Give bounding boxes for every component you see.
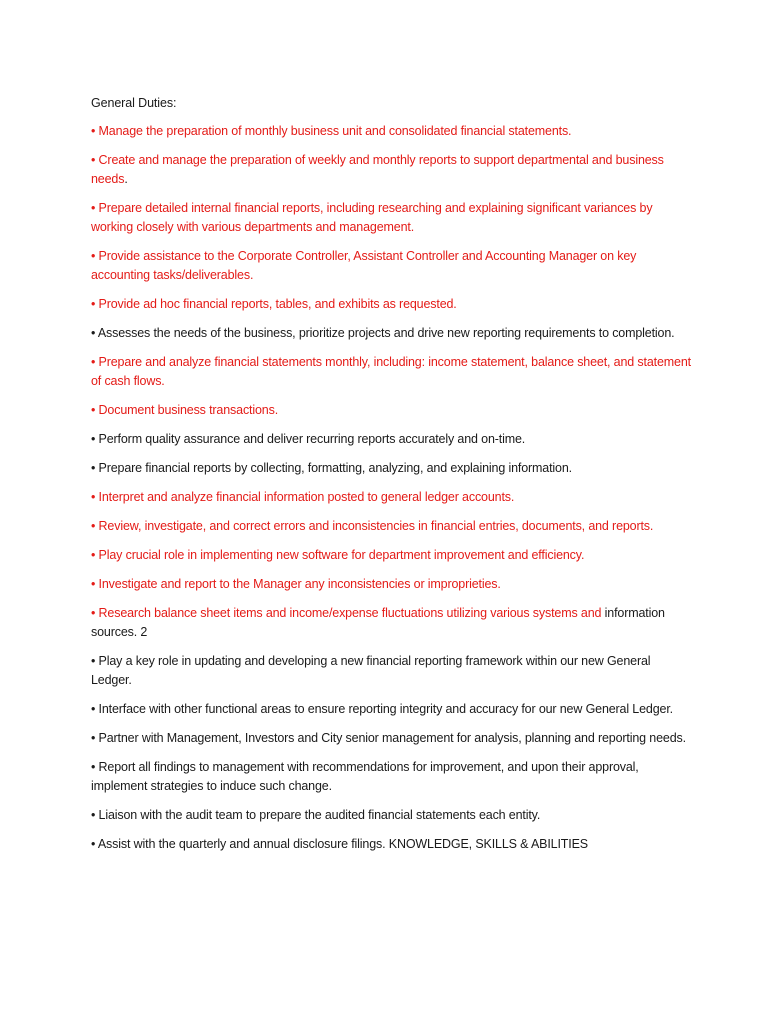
list-item: [91, 604, 691, 642]
list-item: [91, 459, 691, 478]
item-text: • Create and manage the preparation of weekly and monthly reports to support departmental and business needs: [91, 153, 664, 186]
item-text: • Interface with other functional areas to ensure reporting integrity and accuracy for our new General Ledger.: [91, 702, 673, 716]
list-item: [91, 151, 691, 189]
list-item: [91, 353, 691, 391]
list-item: [91, 758, 691, 796]
list-item: [91, 430, 691, 449]
list-item: [91, 295, 691, 314]
item-text: • Prepare financial reports by collecting, formatting, analyzing, and explaining information.: [91, 461, 572, 475]
list-item: [91, 835, 691, 854]
item-text: • Assesses the needs of the business, prioritize projects and drive new reporting requirements to completion.: [91, 326, 675, 340]
item-text: • Play crucial role in implementing new software for department improvement and efficiency.: [91, 548, 585, 562]
list-item: [91, 700, 691, 719]
item-text: • Review, investigate, and correct errors and inconsistencies in financial entries, documents, and reports.: [91, 519, 654, 533]
list-item: [91, 806, 691, 825]
item-text: • Research balance sheet items and income/expense fluctuations utilizing various systems and: [91, 606, 602, 620]
item-text: • Play a key role in updating and developing a new financial reporting framework within our new General Ledger.: [91, 654, 651, 687]
list-item: [91, 546, 691, 565]
item-text: • Interpret and analyze financial information posted to general ledger accounts.: [91, 490, 515, 504]
item-text: • Report all findings to management with recommendations for improvement, and upon their approval, implement strategies to induce such change.: [91, 760, 639, 793]
item-tail: information sources. 2: [91, 606, 665, 639]
item-text: • Investigate and report to the Manager any inconsistencies or improprieties.: [91, 577, 501, 591]
list-item: [91, 247, 691, 285]
item-text: • Assist with the quarterly and annual disclosure filings. KNOWLEDGE, SKILLS & ABILITIES: [91, 837, 588, 851]
list-item: [91, 199, 691, 237]
item-text: • Partner with Management, Investors and City senior management for analysis, planning and reporting needs.: [91, 731, 686, 745]
list-item: [91, 122, 691, 141]
list-item: [91, 652, 691, 690]
list-item: [91, 517, 691, 536]
section-heading: General Duties:: [91, 96, 177, 110]
item-text: • Liaison with the audit team to prepare the audited financial statements each entity.: [91, 808, 541, 822]
list-item: [91, 488, 691, 507]
item-text: • Provide assistance to the Corporate Controller, Assistant Controller and Accounting Manager on key accounting tasks/deliverables.: [91, 249, 637, 282]
list-item: [91, 729, 691, 748]
item-text: • Document business transactions.: [91, 403, 279, 417]
item-text: • Prepare detailed internal financial reports, including researching and explaining significant variances by working closely with various departments and management.: [91, 201, 653, 234]
list-item: [91, 324, 691, 343]
document-page: [91, 94, 691, 864]
item-text: • Provide ad hoc financial reports, tables, and exhibits as requested.: [91, 297, 457, 311]
item-text: • Perform quality assurance and deliver recurring reports accurately and on-time.: [91, 432, 526, 446]
item-tail: .: [124, 172, 128, 186]
list-item: [91, 401, 691, 420]
item-text: • Manage the preparation of monthly business unit and consolidated financial statements.: [91, 124, 572, 138]
item-text: • Prepare and analyze financial statements monthly, including: income statement, balance sheet, and statement of cash flows.: [91, 355, 691, 388]
list-item: [91, 575, 691, 594]
